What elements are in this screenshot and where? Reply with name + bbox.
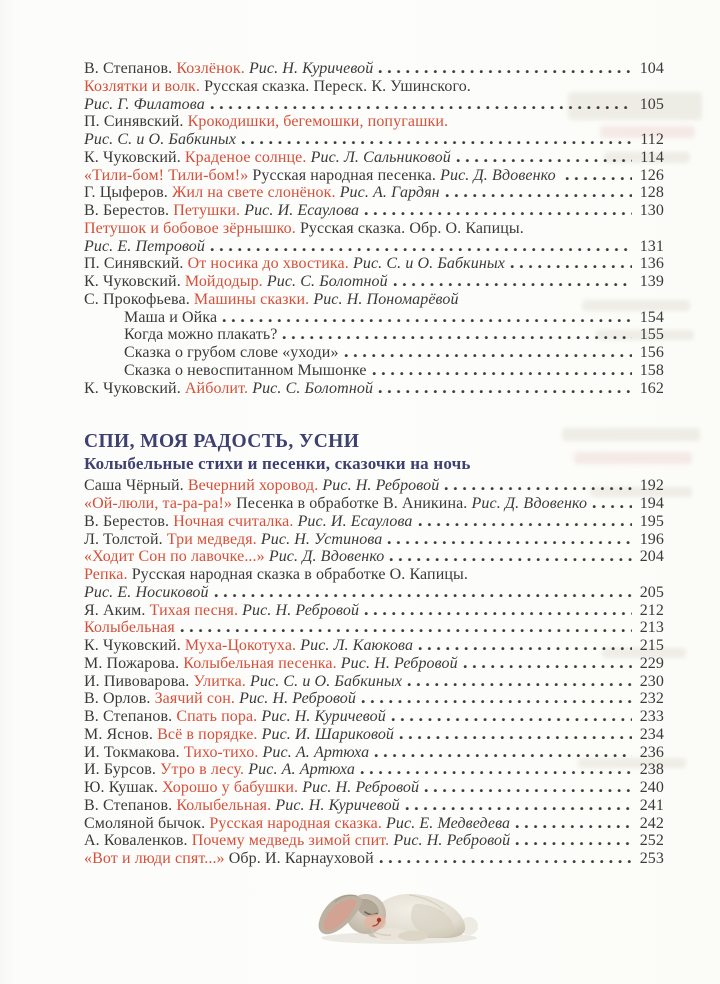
- entry-text: Русская народная сказка в обработке О. Капицы.: [131, 566, 468, 583]
- entry-text: К. Чуковский.: [84, 379, 185, 397]
- toc-row: [84, 167, 664, 185]
- toc-entry: [84, 495, 587, 513]
- dot-leader: [515, 823, 632, 828]
- page-number: 213: [639, 619, 664, 637]
- dot-leader: [210, 104, 632, 109]
- toc-entry: [84, 96, 205, 114]
- page-number: 139: [639, 273, 664, 290]
- entry-title: Репка.: [84, 566, 132, 583]
- entry-title: Петушки.: [173, 202, 245, 219]
- entry-text: П. Синявский.: [84, 113, 188, 131]
- page-number: 126: [639, 166, 664, 184]
- entry-illustrator: Рис. Н. Ребровой: [302, 779, 420, 796]
- entry-title: Козлёнок.: [176, 60, 249, 77]
- toc-entry: [84, 220, 524, 238]
- entry-text: П. Синявский.: [84, 255, 188, 273]
- entry-text: В. Степанов.: [84, 708, 177, 725]
- toc-entry: [84, 708, 386, 726]
- entry-illustrator: Рис. И. Шариковой: [261, 725, 395, 743]
- toc-row: [84, 344, 664, 362]
- toc-row: [84, 566, 664, 584]
- toc-entry: [84, 850, 374, 868]
- toc-section: [84, 60, 664, 397]
- entry-text: В. Степанов.: [84, 796, 177, 814]
- entry-illustrator: Рис. Е. Петровой: [84, 237, 205, 255]
- entry-title: Петушок и бобовое зёрнышко.: [84, 219, 300, 237]
- entry-text: В. Берестов.: [84, 202, 174, 219]
- toc-row: [84, 184, 664, 202]
- toc-row: [84, 708, 664, 726]
- entry-text: Л. Толстой.: [84, 530, 167, 548]
- entry-illustrator: Рис. А. Артюха: [248, 761, 355, 779]
- toc-entry: [84, 238, 205, 256]
- entry-illustrator: Рис. С. Болотной: [252, 379, 374, 397]
- entry-text: Русская сказка. Переск. К. Ушинского.: [204, 77, 471, 95]
- toc-row: [84, 380, 664, 398]
- page-number: 241: [639, 796, 664, 814]
- toc-row: [84, 78, 664, 96]
- entry-illustrator: Рис. А. Артюха: [262, 743, 370, 761]
- entry-title: Козлятки и волк.: [84, 77, 205, 95]
- page-number: 156: [639, 344, 664, 361]
- toc-section: [84, 431, 664, 868]
- entry-illustrator: Рис. С. Болотной: [266, 273, 388, 290]
- toc-row: [84, 202, 664, 220]
- entry-illustrator: Рис. Е. Носиковой: [84, 583, 209, 601]
- toc-entry: [84, 584, 209, 602]
- entry-text: Песенка в обработке В. Аникина.: [236, 495, 472, 512]
- toc-row: [84, 477, 664, 495]
- dot-leader: [399, 734, 632, 739]
- page-number: 131: [639, 237, 664, 255]
- toc-row: [84, 779, 664, 797]
- dot-leader: [391, 716, 632, 721]
- entry-title: От носика до хвостика.: [187, 255, 353, 273]
- entry-text: С. Прокофьева.: [84, 290, 194, 308]
- page-number: 233: [639, 708, 664, 725]
- dot-leader: [214, 592, 632, 597]
- entry-illustrator: Рис. Л. Каюкова: [300, 637, 414, 654]
- entry-illustrator: Рис. Г. Филатова: [84, 95, 205, 113]
- toc-row: [84, 131, 664, 149]
- dot-leader: [389, 556, 632, 561]
- entry-title: Заячий сон.: [154, 690, 240, 708]
- toc-entry: [84, 167, 560, 185]
- toc-row: [84, 744, 664, 762]
- page-number: 230: [639, 672, 664, 690]
- toc-row: [84, 291, 664, 309]
- toc-row: [84, 513, 664, 531]
- entry-text: Маша и Ойка: [124, 308, 218, 326]
- toc-entry: [84, 78, 471, 96]
- toc-row: [84, 797, 664, 815]
- page-number: 128: [639, 184, 664, 202]
- page-number: 205: [639, 583, 664, 601]
- toc-entry: [84, 477, 439, 495]
- entry-illustrator: Рис. Н. Куричевой: [248, 60, 374, 77]
- dot-leader: [407, 681, 632, 686]
- page-number: 236: [639, 743, 664, 761]
- toc-entry: [124, 362, 367, 380]
- dot-leader: [463, 663, 632, 668]
- entry-illustrator: Рис. Д. Вдовенко: [268, 548, 385, 566]
- page-number: 154: [639, 308, 664, 326]
- page-number: 192: [639, 477, 664, 495]
- toc-row: [84, 619, 664, 637]
- page-number: 215: [639, 637, 664, 654]
- entry-text: М. Яснов.: [84, 725, 158, 743]
- dot-leader: [378, 388, 632, 393]
- entry-illustrator: Рис. Н. Куричевой: [275, 796, 400, 814]
- page-number: 155: [639, 326, 664, 344]
- entry-illustrator: Рис. Н. Пономарёвой: [313, 290, 459, 308]
- toc-row: [84, 584, 664, 602]
- entry-title: Вечерний хоровод.: [187, 477, 323, 495]
- entry-illustrator: Рис. С. и О. Бабкиных: [250, 672, 403, 690]
- page-number: 234: [639, 725, 664, 743]
- entry-illustrator: Рис. Н. Куричевой: [261, 708, 386, 725]
- entry-title: Колыбельная.: [176, 796, 276, 814]
- page-number: 252: [639, 832, 664, 850]
- table-of-contents: [84, 60, 664, 868]
- entry-illustrator: Рис. Н. Ребровой: [393, 832, 511, 850]
- toc-entry: [84, 655, 458, 673]
- dot-leader: [444, 485, 632, 490]
- entry-illustrator: Рис. Д. Вдовенко: [471, 495, 588, 512]
- page-number: 112: [640, 131, 664, 148]
- toc-row: [84, 113, 664, 131]
- toc-row: [84, 531, 664, 549]
- entry-title: Три медведя.: [166, 530, 261, 548]
- entry-illustrator: Рис. Д. Вдовенко: [440, 166, 560, 184]
- toc-entry: [84, 602, 359, 620]
- page-number: 253: [639, 850, 664, 867]
- entry-text: Обр. И. Карнауховой: [228, 850, 374, 867]
- dot-leader: [364, 210, 632, 215]
- toc-row: [84, 220, 664, 238]
- entry-title: «Тили-бом! Тили-бом!»: [84, 166, 253, 184]
- entry-title: Колыбельная: [84, 619, 175, 637]
- entry-title: Улитка.: [193, 672, 251, 690]
- entry-text: Сказка о невоспитанном Мышонке: [124, 361, 367, 379]
- toc-entry: [84, 815, 510, 833]
- toc-entry: [84, 566, 468, 584]
- toc-row: [84, 832, 664, 850]
- dot-leader: [344, 352, 632, 357]
- dot-leader: [456, 157, 632, 162]
- entry-text: В. Орлов.: [84, 690, 155, 708]
- dot-leader: [241, 139, 632, 144]
- page-number: 232: [639, 690, 664, 708]
- entry-text: Саша Чёрный.: [84, 477, 188, 495]
- page-number: 105: [639, 95, 664, 113]
- entry-illustrator: Рис. Н. Ребровой: [239, 690, 356, 708]
- entry-illustrator: Рис. Е. Медведева: [386, 814, 511, 832]
- entry-text: Я. Аким.: [84, 601, 150, 619]
- entry-title: Тихо-тихо.: [183, 743, 263, 761]
- toc-entry: [84, 673, 402, 691]
- entry-text: К. Чуковский.: [84, 273, 185, 290]
- entry-text: М. Пожарова.: [84, 654, 184, 672]
- entry-illustrator: Рис. С. и О. Бабкиных: [84, 131, 237, 148]
- toc-entry: [84, 513, 413, 531]
- toc-entry: [84, 779, 419, 797]
- toc-entry: [84, 531, 382, 549]
- entry-title: Муха-Цокотуха.: [184, 637, 301, 654]
- page-number: 240: [639, 779, 664, 796]
- toc-entry: [84, 255, 505, 273]
- toc-row: [84, 326, 664, 344]
- toc-entry: [84, 60, 373, 78]
- entry-title: Колыбельная песенка.: [183, 654, 341, 672]
- entry-illustrator: Рис. С. и О. Бабкиных: [352, 255, 506, 273]
- entry-title: Тихая песня.: [149, 601, 243, 619]
- page-number: 104: [639, 60, 664, 77]
- entry-illustrator: Рис. И. Есаулова: [244, 202, 360, 219]
- dot-leader: [364, 610, 632, 615]
- page-number: 114: [640, 148, 664, 166]
- page-number: 204: [639, 548, 664, 566]
- toc-row: [84, 255, 664, 273]
- toc-entry: [124, 309, 217, 327]
- entry-title: «Вот и люди спят...»: [84, 850, 229, 867]
- toc-row: [84, 690, 664, 708]
- entry-text: И. Токмакова.: [84, 743, 184, 761]
- entry-title: Хорошо у бабушки.: [162, 779, 303, 796]
- toc-entry: [84, 797, 400, 815]
- dot-leader: [510, 263, 632, 268]
- entry-title: Спать пора.: [176, 708, 262, 725]
- toc-entry: [84, 637, 413, 655]
- entry-text: И. Пивоварова.: [84, 672, 194, 690]
- dot-leader: [405, 805, 632, 810]
- entry-text: К. Чуковский.: [84, 637, 185, 654]
- entry-title: Всё в порядке.: [157, 725, 262, 743]
- entry-title: Утро в лесу.: [160, 761, 249, 779]
- toc-entry: [84, 548, 384, 566]
- entry-text: Сказка о грубом слове «уходи»: [124, 344, 339, 361]
- dot-leader: [372, 370, 632, 375]
- entry-text: Ю. Кушак.: [84, 779, 163, 796]
- sleeping-bunny-illustration: [313, 882, 485, 946]
- toc-row: [84, 673, 664, 691]
- dot-leader: [378, 68, 632, 73]
- entry-title: «Ходит Сон по лавочке...»: [84, 548, 269, 566]
- toc-entry: [84, 380, 373, 398]
- entry-title: Почему медведь зимой спит.: [191, 832, 394, 850]
- toc-row: [84, 362, 664, 380]
- toc-entry: [84, 726, 394, 744]
- dot-leader: [515, 840, 632, 845]
- toc-entry: [124, 344, 339, 362]
- toc-row: [84, 602, 664, 620]
- toc-row: [84, 60, 664, 78]
- entry-text: Когда можно плакать?: [124, 326, 278, 344]
- page-number: 162: [639, 379, 664, 397]
- entry-text: А. Коваленков.: [84, 832, 192, 850]
- toc-row: [84, 309, 664, 327]
- page-number: 130: [639, 202, 664, 219]
- entry-text: Русская народная песенка.: [252, 166, 441, 184]
- page-number: 212: [639, 601, 664, 619]
- toc-entry: [84, 149, 451, 167]
- page-number: 229: [639, 654, 664, 672]
- toc-entry: [84, 273, 388, 291]
- page-number: 238: [639, 761, 664, 779]
- dot-leader: [282, 334, 632, 339]
- dot-leader: [361, 698, 632, 703]
- dot-leader: [393, 281, 632, 286]
- entry-illustrator: Рис. А. Гардян: [339, 184, 440, 202]
- toc-row: [84, 761, 664, 779]
- entry-illustrator: Рис. Н. Ребровой: [242, 601, 360, 619]
- toc-entry: [84, 761, 355, 779]
- toc-entry: [84, 202, 359, 220]
- entry-illustrator: Рис. Н. Устинова: [260, 530, 383, 548]
- page-number: 194: [639, 495, 664, 512]
- toc-entry: [84, 832, 510, 850]
- toc-entry: [84, 690, 356, 708]
- section-heading: СПИ, МОЯ РАДОСТЬ, УСНИ: [84, 431, 360, 453]
- dot-leader: [374, 752, 632, 757]
- entry-text: Г. Цыферов.: [84, 184, 172, 202]
- dot-leader: [445, 192, 632, 197]
- entry-illustrator: Рис. Н. Ребровой: [340, 654, 458, 672]
- page-number: 136: [639, 255, 664, 273]
- toc-row: [84, 655, 664, 673]
- page-number: 158: [639, 361, 664, 379]
- dot-leader: [418, 645, 632, 650]
- toc-entry: [84, 619, 175, 637]
- toc-entry: [84, 291, 459, 309]
- entry-illustrator: Рис. И. Есаулова: [297, 512, 413, 530]
- toc-row: [84, 850, 664, 868]
- dot-leader: [210, 246, 632, 251]
- entry-text: Смоляной бычок.: [84, 814, 210, 832]
- entry-title: Русская народная сказка.: [209, 814, 387, 832]
- section-subheading: Колыбельные стихи и песенки, сказочки на ночь: [84, 454, 471, 474]
- entry-text: Русская сказка. Обр. О. Капицы.: [299, 219, 524, 237]
- dot-leader: [360, 769, 632, 774]
- toc-row: [84, 96, 664, 114]
- toc-row: [84, 637, 664, 655]
- toc-row: [84, 548, 664, 566]
- toc-row: [84, 273, 664, 291]
- entry-title: «Ой-люли, та-ра-ра!»: [84, 495, 237, 512]
- dot-leader: [592, 503, 632, 508]
- toc-entry: [84, 113, 448, 131]
- entry-title: Машины сказки.: [193, 290, 314, 308]
- dot-leader: [387, 539, 632, 544]
- page-number: 242: [639, 814, 664, 832]
- entry-title: Мойдодыр.: [184, 273, 267, 290]
- dot-leader: [424, 787, 632, 792]
- toc-row: [84, 495, 664, 513]
- toc-entry: [84, 131, 236, 149]
- dot-leader: [180, 627, 632, 632]
- entry-title: Ночная считалка.: [173, 512, 298, 530]
- toc-row: [84, 815, 664, 833]
- entry-title: Айболит.: [184, 379, 253, 397]
- entry-title: Крокодишки, бегемошки, попугашки.: [187, 113, 449, 131]
- page-number: 196: [639, 530, 664, 548]
- entry-illustrator: Рис. Н. Ребровой: [322, 477, 440, 495]
- toc-row: [84, 149, 664, 167]
- entry-text: И. Бурсов.: [84, 761, 161, 779]
- toc-entry: [84, 184, 440, 202]
- toc-row: [84, 238, 664, 256]
- entry-text: К. Чуковский.: [84, 148, 185, 166]
- toc-entry: [84, 744, 369, 762]
- entry-text: В. Берестов.: [84, 512, 174, 530]
- dot-leader: [565, 175, 632, 180]
- dot-leader: [222, 317, 632, 322]
- entry-text: В. Степанов.: [84, 60, 177, 77]
- entry-title: Краденое солнце.: [184, 148, 311, 166]
- page-number: 195: [639, 512, 664, 530]
- toc-entry: [124, 326, 277, 344]
- dot-leader: [418, 521, 632, 526]
- dot-leader: [379, 858, 632, 863]
- entry-title: Жил на свете слонёнок.: [171, 184, 340, 202]
- entry-illustrator: Рис. Л. Сальниковой: [310, 148, 451, 166]
- toc-row: [84, 726, 664, 744]
